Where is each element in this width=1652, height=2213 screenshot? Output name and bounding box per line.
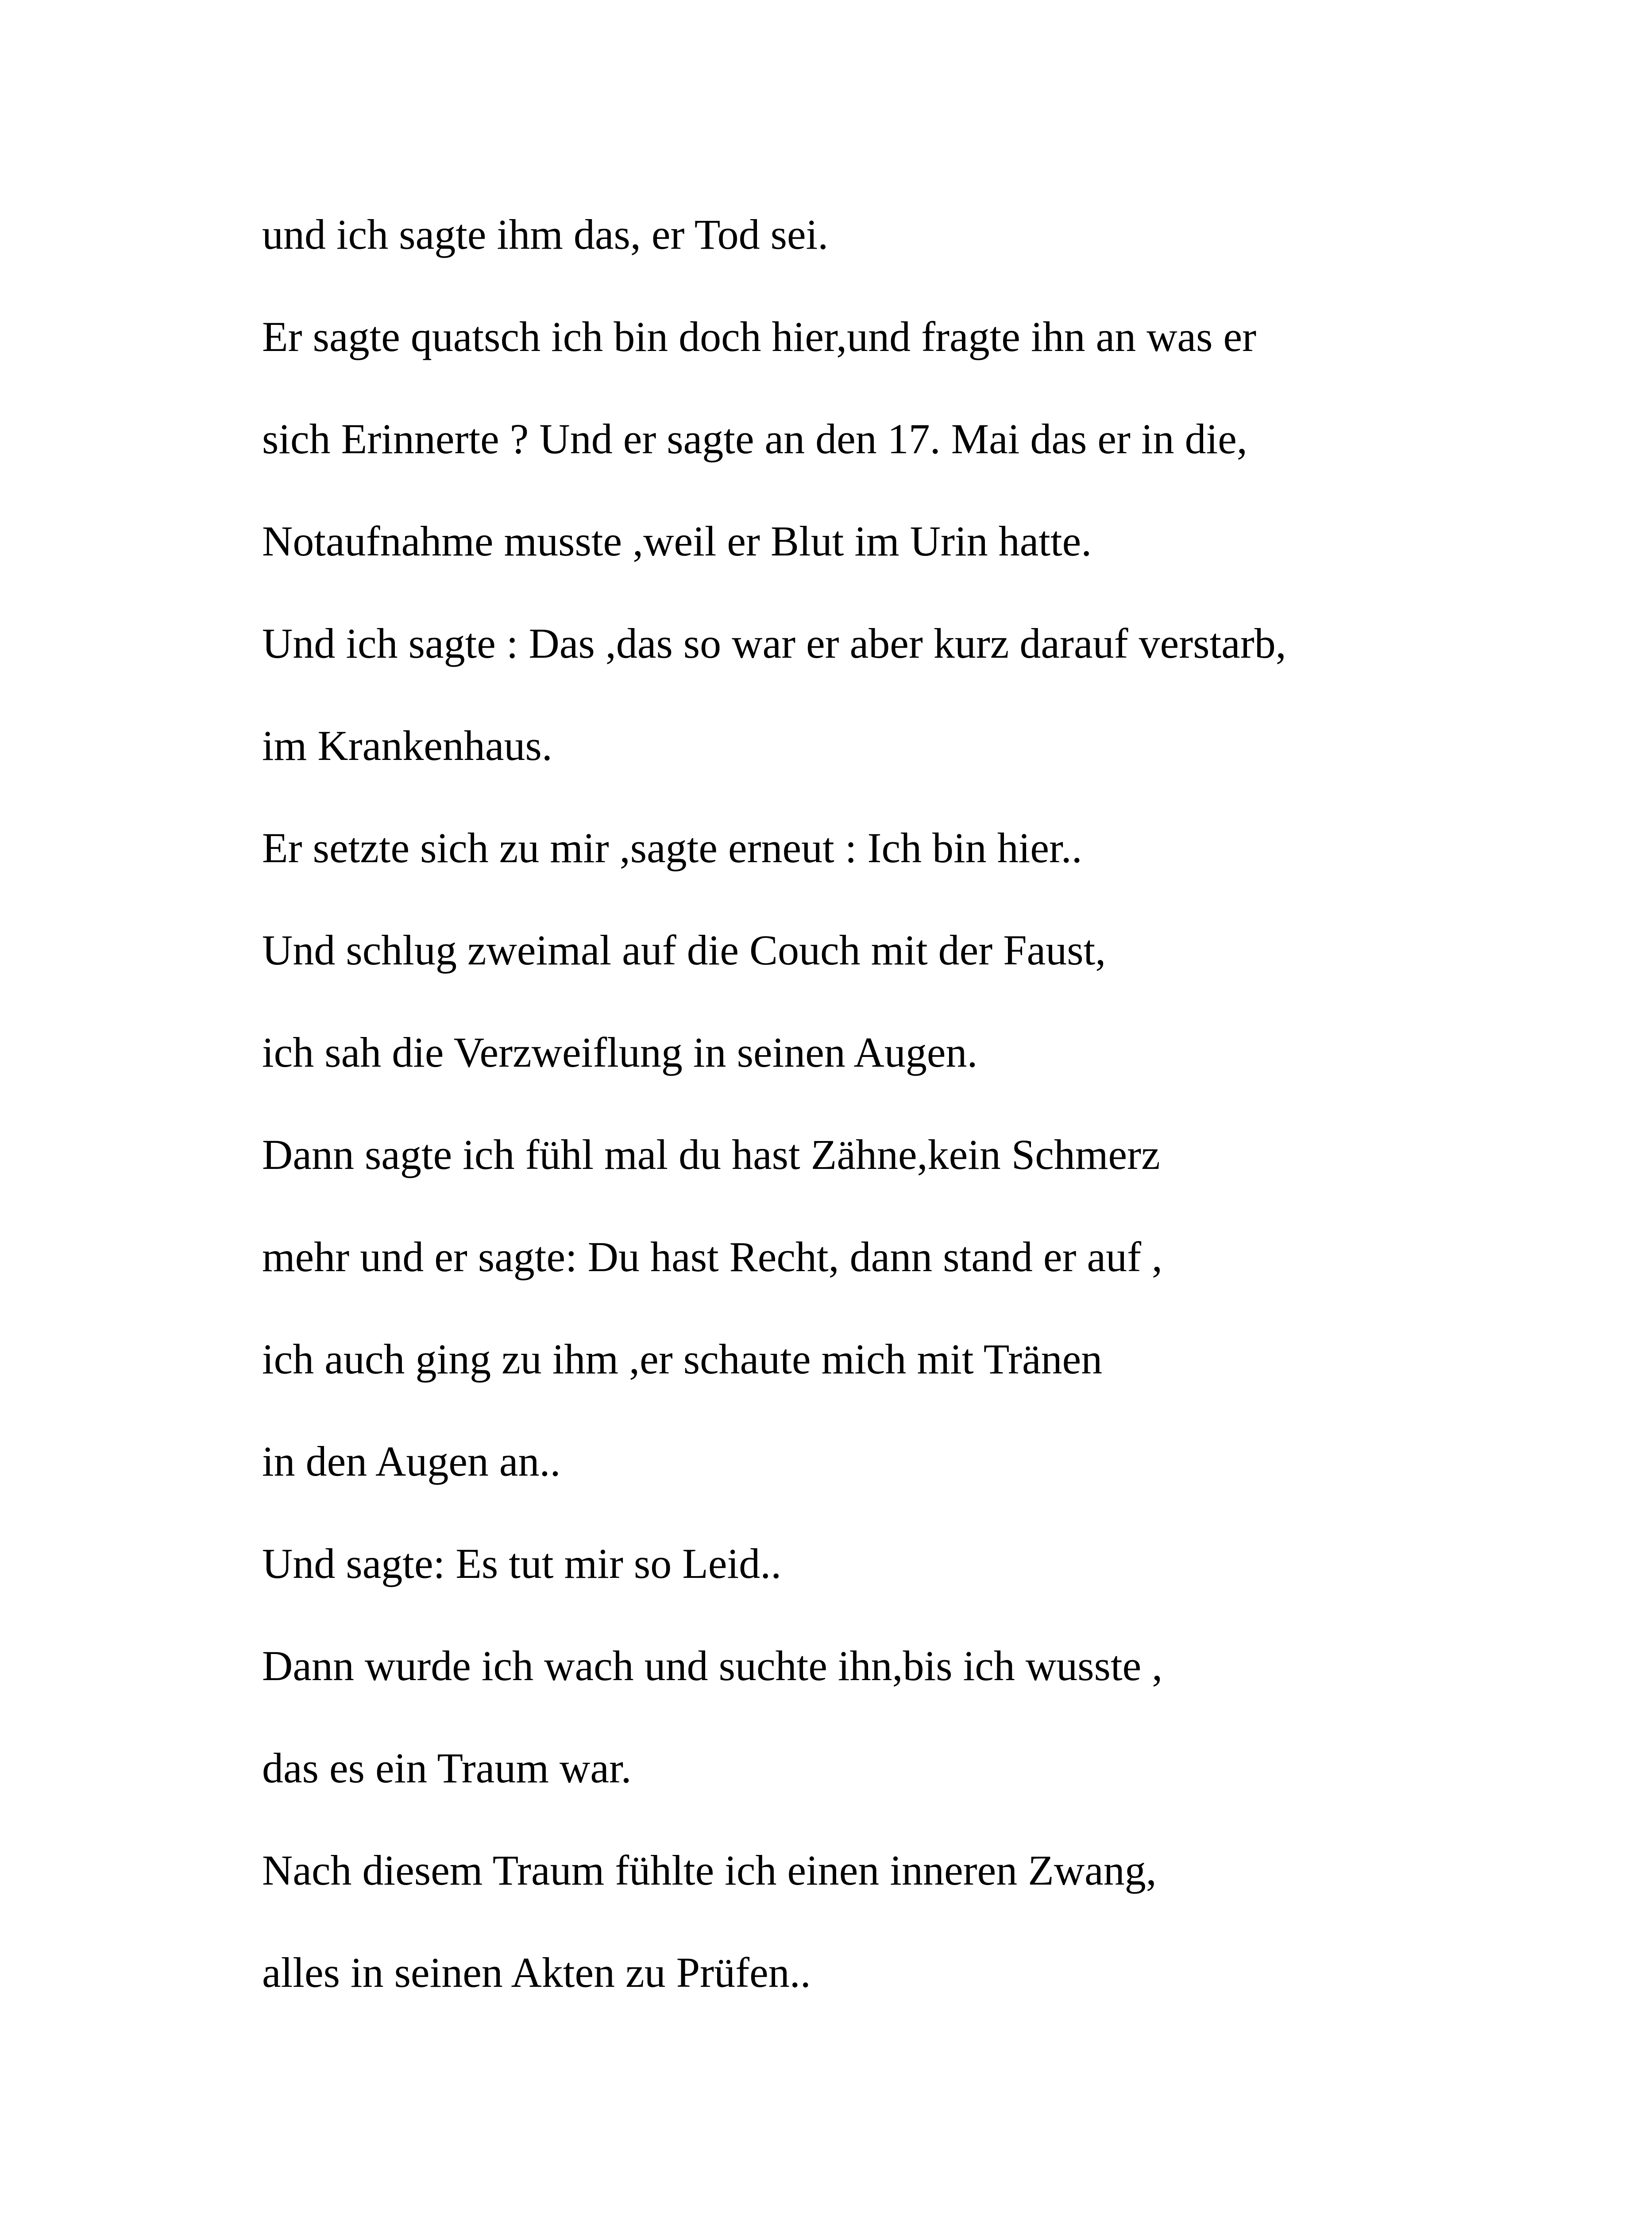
text-line: Und schlug zweimal auf die Couch mit der Faust,: [262, 926, 1106, 974]
text-line: Nach diesem Traum fühlte ich einen inneren Zwang,: [262, 1847, 1157, 1894]
text-line: Und ich sagte : Das ,das so war er aber kurz darauf verstarb,: [262, 620, 1286, 667]
text-line: und ich sagte ihm das, er Tod sei.: [262, 211, 829, 258]
text-line: alles in seinen Akten zu Prüfen..: [262, 1949, 811, 1996]
text-line: Und sagte: Es tut mir so Leid..: [262, 1540, 782, 1587]
text-line: ich auch ging zu ihm ,er schaute mich mit Tränen: [262, 1335, 1103, 1383]
text-line: Er sagte quatsch ich bin doch hier,und fragte ihn an was er: [262, 313, 1257, 360]
body-text: [262, 190, 1501, 2031]
text-line: mehr und er sagte: Du hast Recht, dann stand er auf ,: [262, 1233, 1163, 1280]
text-line: Dann wurde ich wach und suchte ihn,bis ich wusste ,: [262, 1642, 1163, 1689]
text-line: das es ein Traum war.: [262, 1744, 632, 1792]
text-line: Notaufnahme musste ,weil er Blut im Urin hatte.: [262, 517, 1092, 565]
text-line: im Krankenhaus.: [262, 722, 552, 769]
text-line: in den Augen an..: [262, 1438, 561, 1485]
text-line: Er setzte sich zu mir ,sagte erneut : Ich bin hier..: [262, 824, 1082, 871]
text-line: sich Erinnerte ? Und er sagte an den 17. Mai das er in die,: [262, 415, 1247, 463]
text-line: ich sah die Verzweiflung in seinen Augen.: [262, 1029, 978, 1076]
text-line: Dann sagte ich fühl mal du hast Zähne,kein Schmerz: [262, 1131, 1160, 1178]
